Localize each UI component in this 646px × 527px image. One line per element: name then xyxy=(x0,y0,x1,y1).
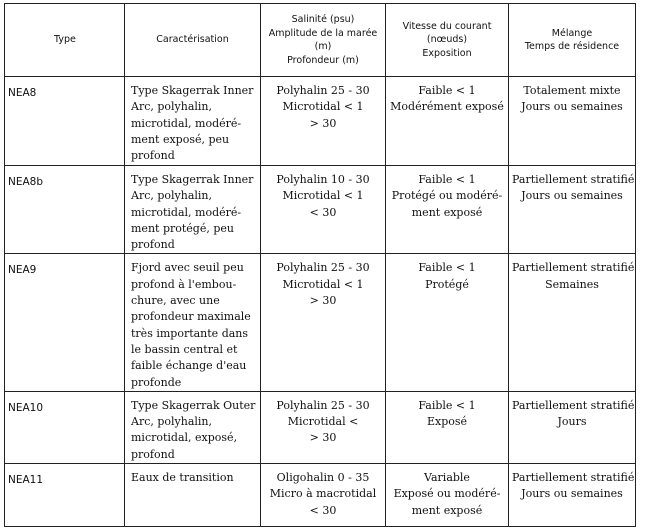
cell-characterisation-line: profond xyxy=(131,149,175,163)
cell-characterisation xyxy=(125,391,261,463)
header-current-line: Vitesse du courant xyxy=(402,20,492,32)
cell-current xyxy=(386,166,509,254)
header-mixing-line: Mélange xyxy=(551,27,593,39)
header-row xyxy=(5,4,636,77)
cell-current-line: Faible < 1 xyxy=(418,173,476,186)
cell-characterisation-line: profonde xyxy=(131,375,182,389)
cell-mixing-line: Partiellement stratifié xyxy=(512,261,635,275)
cell-mixing-line: Semaines xyxy=(545,277,599,291)
cell-current-line: Faible < 1 xyxy=(418,261,476,275)
water-types-table xyxy=(4,3,636,527)
cell-current-line: Exposé xyxy=(426,415,468,429)
header-salinity-line: Salinité (psu) xyxy=(291,14,355,25)
cell-salinity-line: Microtidal < 1 xyxy=(282,100,364,114)
cell-salinity-line: Polyhalin 10 - 30 xyxy=(276,173,370,186)
header-current xyxy=(386,4,509,77)
cell-salinity-line: > 30 xyxy=(309,294,337,308)
cell-mixing-line: Partiellement stratifié xyxy=(512,173,635,186)
cell-current-line: ment exposé xyxy=(411,503,483,517)
cell-mixing-line: Jours xyxy=(557,415,587,429)
table-row xyxy=(5,166,636,254)
cell-mixing xyxy=(509,166,636,254)
table-row xyxy=(5,464,636,527)
table-row xyxy=(5,254,636,391)
cell-current xyxy=(386,254,509,391)
cell-mixing xyxy=(509,254,636,391)
cell-characterisation xyxy=(125,77,261,166)
cell-current-line: Faible < 1 xyxy=(418,398,476,412)
cell-mixing-line: Partiellement stratifié xyxy=(512,398,635,412)
header-mixing xyxy=(509,4,636,77)
cell-mixing-line: Jours ou semaines xyxy=(521,100,623,114)
cell-salinity-line: Polyhalin 25 - 30 xyxy=(276,261,370,275)
cell-salinity xyxy=(261,166,386,254)
cell-characterisation-line: le bassin central et xyxy=(131,342,238,356)
cell-mixing-line: Jours ou semaines xyxy=(521,189,623,203)
cell-current-line: ment exposé xyxy=(411,205,483,219)
cell-characterisation-line: Arc, polyhalin, xyxy=(131,415,213,429)
cell-current-line: Variable xyxy=(424,471,470,485)
cell-type: NEA10 xyxy=(5,391,125,463)
cell-characterisation xyxy=(125,464,261,527)
cell-characterisation-line: Fjord avec seuil peu xyxy=(131,261,244,275)
table-row xyxy=(5,391,636,463)
cell-salinity xyxy=(261,254,386,391)
cell-characterisation-line: profond xyxy=(131,238,175,252)
cell-characterisation-line: faible échange d'eau xyxy=(131,359,247,373)
cell-current xyxy=(386,391,509,463)
cell-characterisation-line: très importante dans xyxy=(131,326,249,340)
cell-type: NEA11 xyxy=(5,464,125,527)
cell-current-line: Faible < 1 xyxy=(418,84,476,97)
cell-mixing xyxy=(509,464,636,527)
header-salinity-line: (m) xyxy=(314,41,332,52)
cell-salinity-line: > 30 xyxy=(309,431,337,445)
table-row xyxy=(5,77,636,166)
cell-salinity-line: Microtidal < xyxy=(287,415,359,429)
cell-characterisation-line: Type Skagerrak Outer xyxy=(131,398,256,412)
cell-current-line: Protégé ou modéré- xyxy=(391,189,503,203)
cell-characterisation-line: microtidal, exposé, xyxy=(131,431,238,445)
cell-characterisation xyxy=(125,254,261,391)
header-type: Type xyxy=(5,4,125,77)
cell-characterisation-line: microtidal, modéré- xyxy=(131,116,242,130)
cell-characterisation-line: profond xyxy=(131,447,175,461)
cell-salinity xyxy=(261,464,386,527)
cell-characterisation-line: ment protégé, peu xyxy=(131,221,234,235)
cell-salinity-line: < 30 xyxy=(309,205,337,219)
cell-characterisation-line: profondeur maximale xyxy=(131,310,251,324)
cell-characterisation-line: ment exposé, peu xyxy=(131,132,230,146)
cell-characterisation-line: chure, avec une xyxy=(131,294,220,308)
cell-salinity-line: < 30 xyxy=(309,503,337,517)
cell-type: NEA8 xyxy=(5,77,125,166)
cell-mixing-line: Totalement mixte xyxy=(523,84,621,97)
header-current-line: (nœuds) xyxy=(426,34,468,46)
cell-mixing-line: Partiellement stratifié xyxy=(512,471,635,485)
cell-characterisation-line: profond à l'embou- xyxy=(131,277,237,291)
cell-characterisation-line: Type Skagerrak Inner xyxy=(131,173,254,186)
header-characterisation: Caractérisation xyxy=(125,4,261,77)
cell-salinity-line: Microtidal < 1 xyxy=(282,277,364,291)
header-salinity-line: Amplitude de la marée xyxy=(268,27,378,39)
cell-current xyxy=(386,77,509,166)
cell-salinity-line: Polyhalin 25 - 30 xyxy=(276,84,370,97)
cell-salinity xyxy=(261,391,386,463)
cell-characterisation-line: Type Skagerrak Inner xyxy=(131,84,254,97)
cell-type: NEA8b xyxy=(5,166,125,254)
cell-salinity-line: Oligohalin 0 - 35 xyxy=(276,471,370,485)
cell-characterisation-line: Arc, polyhalin, xyxy=(131,100,213,114)
cell-current-line: Exposé ou modéré- xyxy=(393,487,501,501)
cell-characterisation-line: Eaux de transition xyxy=(131,471,234,485)
cell-current xyxy=(386,464,509,527)
cell-mixing xyxy=(509,391,636,463)
cell-mixing xyxy=(509,77,636,166)
cell-current-line: Protégé xyxy=(425,277,469,291)
cell-salinity-line: > 30 xyxy=(309,116,337,130)
header-salinity xyxy=(261,4,386,77)
cell-salinity-line: Micro à macrotidal xyxy=(269,487,377,501)
cell-characterisation-line: microtidal, modéré- xyxy=(131,205,242,219)
cell-salinity-line: Microtidal < 1 xyxy=(282,189,364,203)
header-current-line: Exposition xyxy=(422,47,472,59)
header-salinity-line: Profondeur (m) xyxy=(287,54,359,66)
cell-mixing-line: Jours ou semaines xyxy=(521,487,623,501)
cell-type: NEA9 xyxy=(5,254,125,391)
cell-characterisation-line: Arc, polyhalin, xyxy=(131,189,213,203)
cell-current-line: Modérément exposé xyxy=(390,100,504,114)
cell-salinity xyxy=(261,77,386,166)
cell-characterisation xyxy=(125,166,261,254)
cell-salinity-line: Polyhalin 25 - 30 xyxy=(276,398,370,412)
header-mixing-line: Temps de résidence xyxy=(524,41,620,52)
